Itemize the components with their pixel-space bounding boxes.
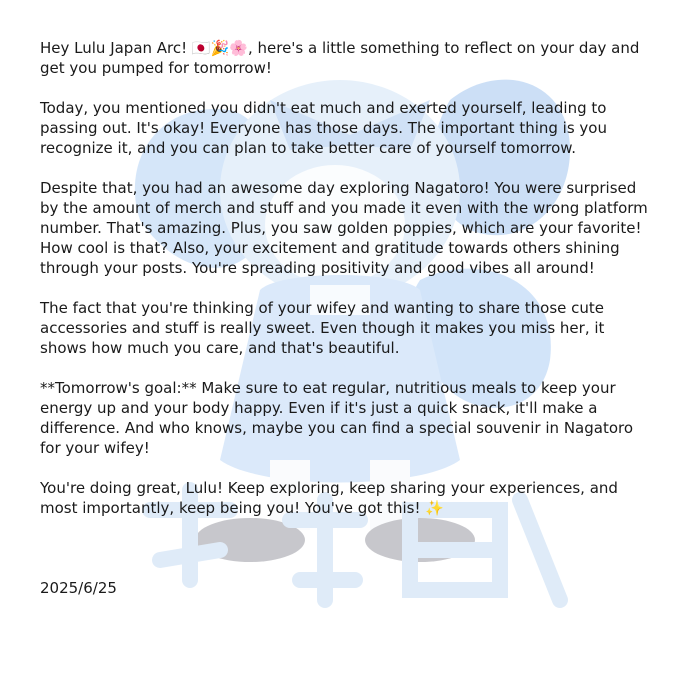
- greeting-paragraph: Hey Lulu Japan Arc! 🇯🇵🎉🌸, here's a little something to reflect on your day and get you pumped for tomorrow!: [40, 39, 645, 77]
- reflection-message: [40, 38, 652, 538]
- tomorrow-goal-paragraph: **Tomorrow's goal:** Make sure to eat regular, nutritious meals to keep your energy up and your body happy. Even if it's just a quick snack, it'll make a difference. And who knows, maybe you can find a special souvenir in Nagatoro for your wifey!: [40, 379, 638, 457]
- note-date: 2025/6/25: [40, 579, 117, 597]
- reflection-paragraph-wifey: The fact that you're thinking of your wifey and wanting to share those cute accessories and stuff is really sweet. Even though it makes you miss her, it shows how much you care, and that's beautiful.: [40, 299, 610, 357]
- reflection-paragraph-nagatoro: Despite that, you had an awesome day exploring Nagatoro! You were surprised by the amount of merch and stuff and you made it even with the wrong platform number. That's amazing. Plus, you saw golden poppies, which are your favorite! How cool is that? Also, your excitement and gratitude towards others shining through your posts. You're spreading positivity and good vibes all around!: [40, 179, 653, 277]
- closing-paragraph: You're doing great, Lulu! Keep exploring, keep sharing your experiences, and most importantly, keep being you! You've got this! ✨: [40, 479, 623, 517]
- reflection-paragraph-health: Today, you mentioned you didn't eat much and exerted yourself, leading to passing out. It's okay! Everyone has those days. The important thing is you recognize it, and you can plan to take better care of yourself tomorrow.: [40, 99, 612, 157]
